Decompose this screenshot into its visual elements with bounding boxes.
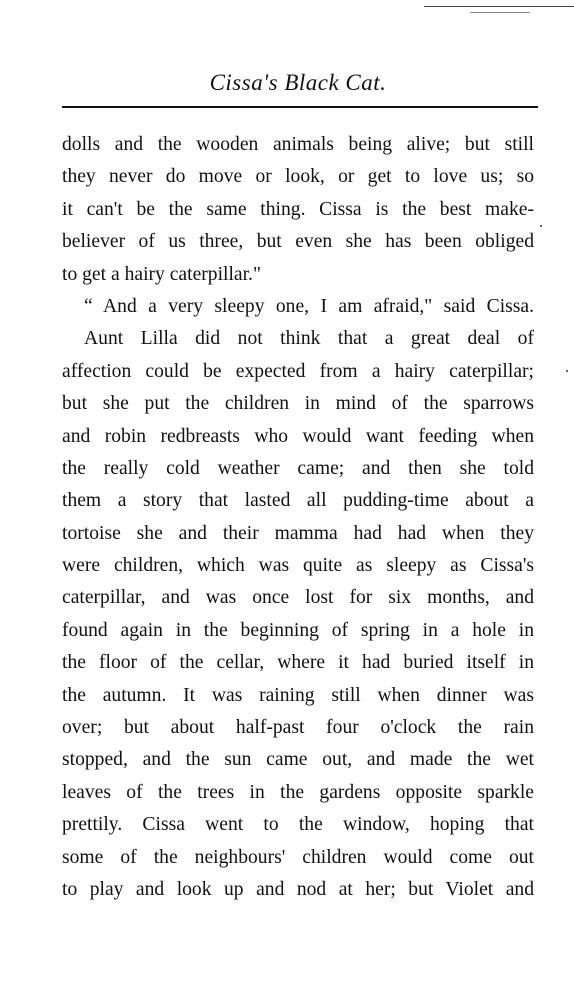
header-rule (62, 106, 538, 108)
text-line: they never do move or look, or get to love us; so (62, 166, 534, 188)
body-text (62, 129, 534, 906)
text-line: prettily. Cissa went to the window, hoping that (62, 814, 534, 836)
text-line: them a story that lasted all pudding-time about a (62, 490, 534, 512)
text-line: the really cold weather came; and then she told (62, 457, 534, 479)
text-line: some of the neighbours' children would come out (62, 846, 534, 868)
text-line: the autumn. It was raining still when dinner was (62, 684, 534, 706)
text-line: “ And a very sleepy one, I am afraid," said Cissa. (84, 295, 534, 317)
page-edge-rule-secondary (470, 12, 530, 13)
running-header: Cissa's Black Cat. (209, 70, 387, 95)
text-line: to play and look up and nod at her; but Violet and (62, 878, 534, 900)
text-line: over; but about half-past four o'clock the rain (62, 717, 534, 739)
page-edge-rule (424, 6, 574, 7)
text-line: believer of us three, but even she has been obliged (62, 231, 534, 253)
text-line: it can't be the same thing. Cissa is the best make- (62, 198, 534, 220)
text-line: and robin redbreasts who would want feeding when (62, 425, 534, 447)
text-line: stopped, and the sun came out, and made the wet (62, 749, 534, 771)
text-line: to get a hairy caterpillar." (62, 263, 261, 285)
print-speck (540, 225, 542, 227)
print-speck (566, 370, 568, 372)
text-line: caterpillar, and was once lost for six months, and (62, 587, 534, 609)
text-line: affection could be expected from a hairy caterpillar; (62, 360, 534, 382)
text-line: tortoise she and their mamma had had when they (62, 522, 534, 544)
text-line: but she put the children in mind of the sparrows (62, 393, 534, 415)
text-line: Aunt Lilla did not think that a great deal of (84, 328, 534, 350)
text-line: dolls and the wooden animals being alive; but still (62, 134, 534, 155)
text-line: leaves of the trees in the gardens opposite sparkle (62, 781, 534, 803)
text-line: the floor of the cellar, where it had buried itself in (62, 652, 534, 674)
text-line: found again in the beginning of spring in a hole in (62, 619, 534, 641)
text-line: were children, which was quite as sleepy as Cissa's (62, 555, 534, 577)
